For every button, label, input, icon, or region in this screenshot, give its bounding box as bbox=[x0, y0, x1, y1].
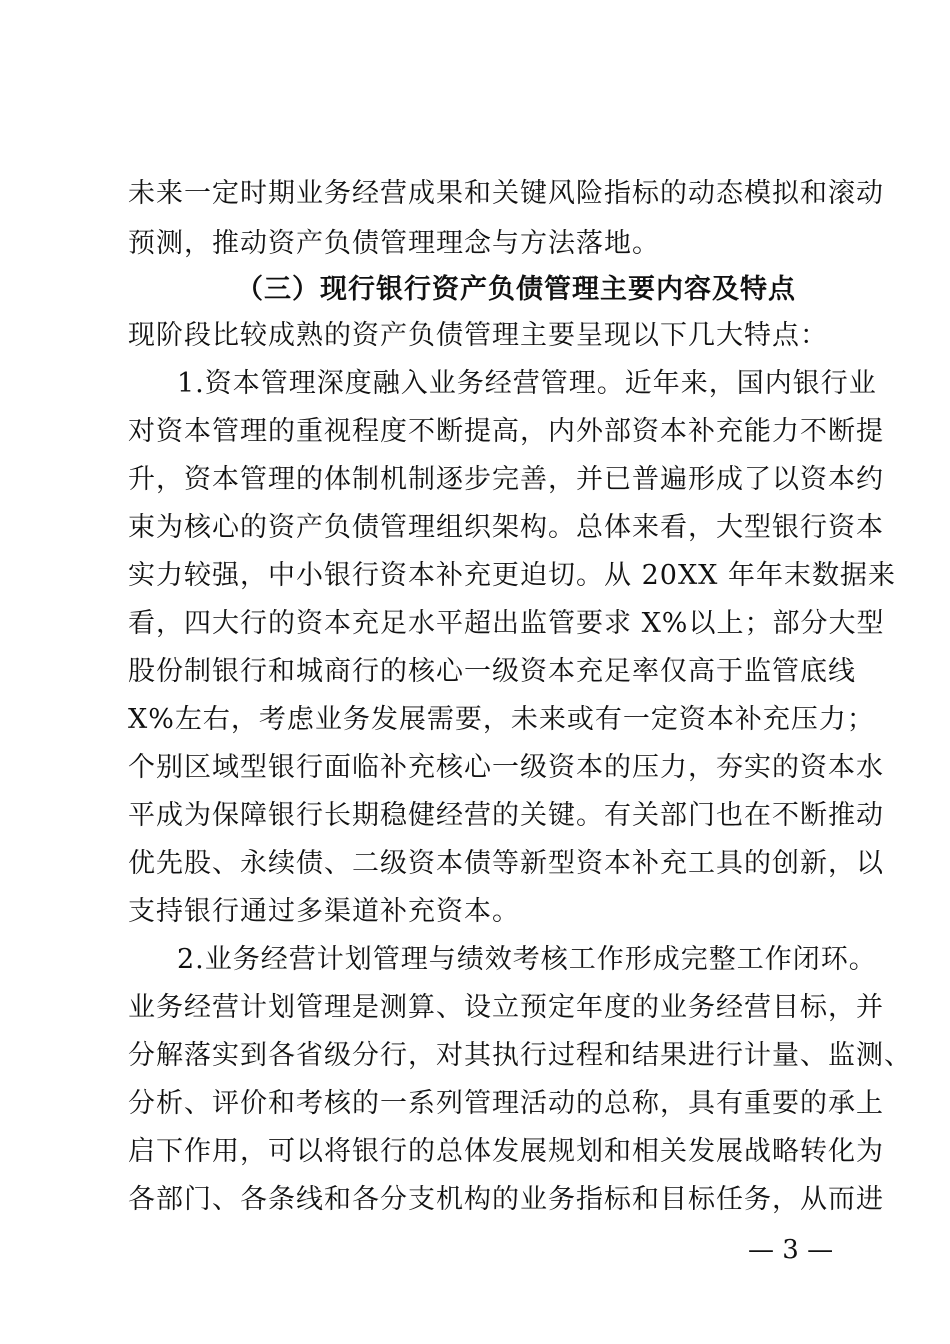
body-line: 股份制银行和城商行的核心一级资本充足率仅高于监管底线 bbox=[128, 656, 856, 687]
body-line: 预测，推动资产负债管理理念与方法落地。 bbox=[128, 228, 660, 259]
body-line: 看，四大行的资本充足水平超出监管要求 X%以上；部分大型 bbox=[128, 608, 885, 639]
body-line: X%左右，考虑业务发展需要，未来或有一定资本补充压力； bbox=[128, 704, 875, 735]
body-line: 优先股、永续债、二级资本债等新型资本补充工具的创新，以 bbox=[128, 848, 884, 879]
body-line: 平成为保障银行长期稳健经营的关键。有关部门也在不断推动 bbox=[128, 800, 884, 831]
body-line: 升，资本管理的体制机制逐步完善，并已普遍形成了以资本约 bbox=[128, 464, 884, 495]
body-line: 束为核心的资产负债管理组织架构。总体来看，大型银行资本 bbox=[128, 512, 884, 543]
body-line: 业务经营计划管理是测算、设立预定年度的业务经营目标，并 bbox=[128, 992, 884, 1023]
body-line: 支持银行通过多渠道补充资本。 bbox=[128, 896, 520, 927]
body-line: 分解落实到各省级分行，对其执行过程和结果进行计量、监测、 bbox=[128, 1040, 912, 1071]
page-number: — 3 — bbox=[748, 1235, 834, 1265]
paragraph-first-line: 1.资本管理深度融入业务经营管理。近年来，国内银行业 bbox=[177, 368, 877, 399]
body-line: 各部门、各条线和各分支机构的业务指标和目标任务，从而进 bbox=[128, 1184, 884, 1215]
body-line: 启下作用，可以将银行的总体发展规划和相关发展战略转化为 bbox=[128, 1136, 884, 1167]
paragraph-first-line: 2.业务经营计划管理与绩效考核工作形成完整工作闭环。 bbox=[177, 944, 877, 975]
body-line: 实力较强，中小银行资本补充更迫切。从 20XX 年年末数据来 bbox=[128, 560, 896, 591]
body-line: 未来一定时期业务经营成果和关键风险指标的动态模拟和滚动 bbox=[128, 178, 884, 209]
body-line: 分析、评价和考核的一系列管理活动的总称，具有重要的承上 bbox=[128, 1088, 884, 1119]
section-heading: （三）现行银行资产负债管理主要内容及特点 bbox=[236, 274, 796, 305]
body-line: 现阶段比较成熟的资产负债管理主要呈现以下几大特点： bbox=[128, 320, 828, 351]
body-line: 对资本管理的重视程度不断提高，内外部资本补充能力不断提 bbox=[128, 416, 884, 447]
body-line: 个别区域型银行面临补充核心一级资本的压力，夯实的资本水 bbox=[128, 752, 884, 783]
